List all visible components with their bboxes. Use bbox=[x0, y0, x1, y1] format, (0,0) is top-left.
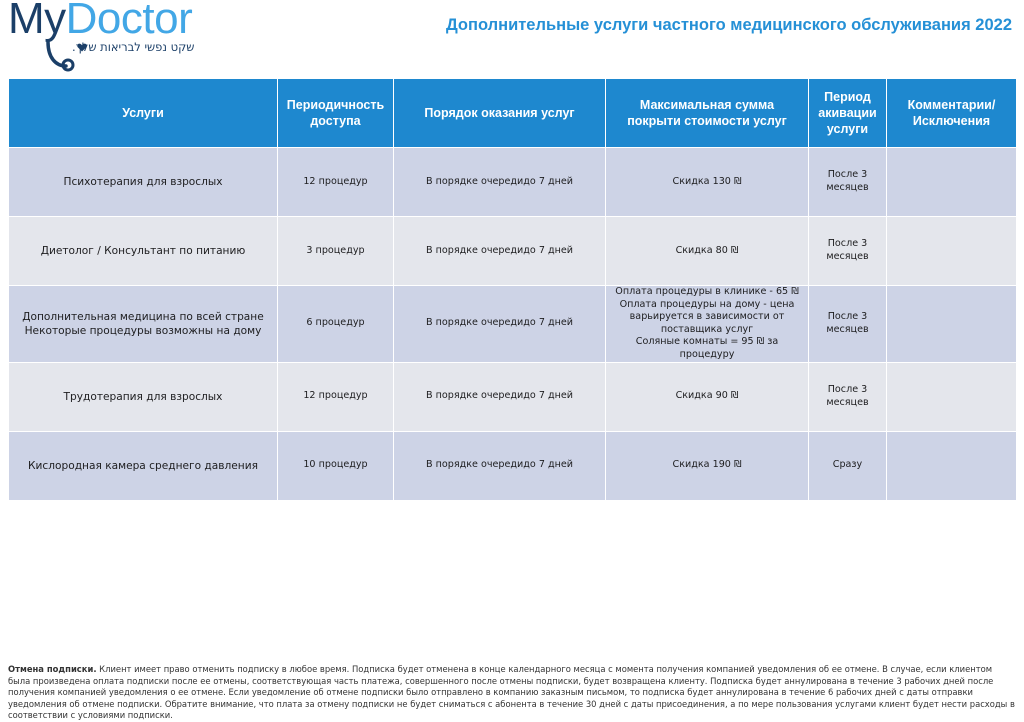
logo-tagline: שקט נפשי לבריאות שלך. bbox=[72, 40, 195, 54]
footnote-label: Отмена подписки. bbox=[8, 664, 97, 674]
column-header-comments: Комментарии/ Исключения bbox=[887, 79, 1017, 148]
cell-frequency: 3 процедур bbox=[278, 217, 394, 286]
cell-max-coverage: Оплата процедуры в клинике - 65 ₪ Оплата процедуры на дому - цена варьируется в зависимости от поставщика услуг Соляные комнаты = 95 ₪ за процедуру bbox=[606, 286, 809, 363]
cell-order: В порядке очередидо 7 дней bbox=[394, 362, 606, 431]
cell-comments bbox=[887, 148, 1017, 217]
cell-order: В порядке очередидо 7 дней bbox=[394, 431, 606, 500]
cell-activation: После 3 месяцев bbox=[809, 217, 887, 286]
cell-comments bbox=[887, 286, 1017, 363]
cell-frequency: 12 процедур bbox=[278, 362, 394, 431]
cell-service: Трудотерапия для взрослых bbox=[9, 362, 278, 431]
cell-frequency: 12 процедур bbox=[278, 148, 394, 217]
column-header-activation: Период акивации услуги bbox=[809, 79, 887, 148]
cell-order: В порядке очередидо 7 дней bbox=[394, 217, 606, 286]
logo-my: My bbox=[8, 0, 66, 43]
cell-frequency: 10 процедур bbox=[278, 431, 394, 500]
column-header-services: Услуги bbox=[9, 79, 278, 148]
cancellation-footnote bbox=[8, 664, 1016, 722]
stethoscope-logo-icon bbox=[32, 2, 80, 72]
cell-activation: Сразу bbox=[809, 431, 887, 500]
cell-comments bbox=[887, 217, 1017, 286]
cell-max-coverage: Скидка 190 ₪ bbox=[606, 431, 809, 500]
services-table bbox=[8, 78, 1017, 501]
cell-comments bbox=[887, 362, 1017, 431]
cell-order: В порядке очередидо 7 дней bbox=[394, 148, 606, 217]
cell-service: Дополнительная медицина по всей стране Некоторые процедуры возможны на дому bbox=[9, 286, 278, 363]
table-header-row bbox=[9, 79, 1017, 148]
cell-activation: После 3 месяцев bbox=[809, 148, 887, 217]
footnote-text: Клиент имеет право отменить подписку в любое время. Подписка будет отменена в конце календарного месяца с момента получения компанией уведомления об ее отмене. В случае, если клиентом была произведена оплата подписки после ее отмены, соответствующая часть платежа, совершенного после отмены подписки, будет возвращена клиенту. Подписка будет аннулирована в течение 3 рабочих дней после получения компанией уведомления о ее отмене. Если уведомление об отмене подписки было отправлено в компанию заказным письмом, то подписка будет аннулирована в течение 6 рабочих дней с даты отправки уведомления об отмене подписки. Обратите внимание, что плата за отмену подписки не будет сниматься с абонента в течение 30 дней с даты присоединения, а по мере пользования услугами клиент будет нести расходы в соответствии с условиями подписки. bbox=[8, 664, 1015, 720]
cell-max-coverage: Скидка 80 ₪ bbox=[606, 217, 809, 286]
column-header-max-coverage: Максимальная сумма покрыти стоимости услуг bbox=[606, 79, 809, 148]
cell-frequency: 6 процедур bbox=[278, 286, 394, 363]
cell-service: Психотерапия для взрослых bbox=[9, 148, 278, 217]
column-header-frequency: Периодичность доступа bbox=[278, 79, 394, 148]
table-row bbox=[9, 286, 1017, 363]
cell-service: Диетолог / Консультант по питанию bbox=[9, 217, 278, 286]
cell-max-coverage: Скидка 90 ₪ bbox=[606, 362, 809, 431]
page-title: Дополнительные услуги частного медицинского обслуживания 2022 bbox=[445, 16, 1012, 34]
table-row bbox=[9, 431, 1017, 500]
cell-comments bbox=[887, 431, 1017, 500]
table-row bbox=[9, 217, 1017, 286]
cell-activation: После 3 месяцев bbox=[809, 286, 887, 363]
logo-doctor: Doctor bbox=[65, 0, 193, 43]
table-row bbox=[9, 148, 1017, 217]
cell-max-coverage: Скидка 130 ₪ bbox=[606, 148, 809, 217]
cell-order: В порядке очередидо 7 дней bbox=[394, 286, 606, 363]
table-row bbox=[9, 362, 1017, 431]
column-header-order: Порядок оказания услуг bbox=[394, 79, 606, 148]
mydoctor-logo bbox=[8, 0, 248, 72]
cell-activation: После 3 месяцев bbox=[809, 362, 887, 431]
cell-service: Кислородная камера среднего давления bbox=[9, 431, 278, 500]
